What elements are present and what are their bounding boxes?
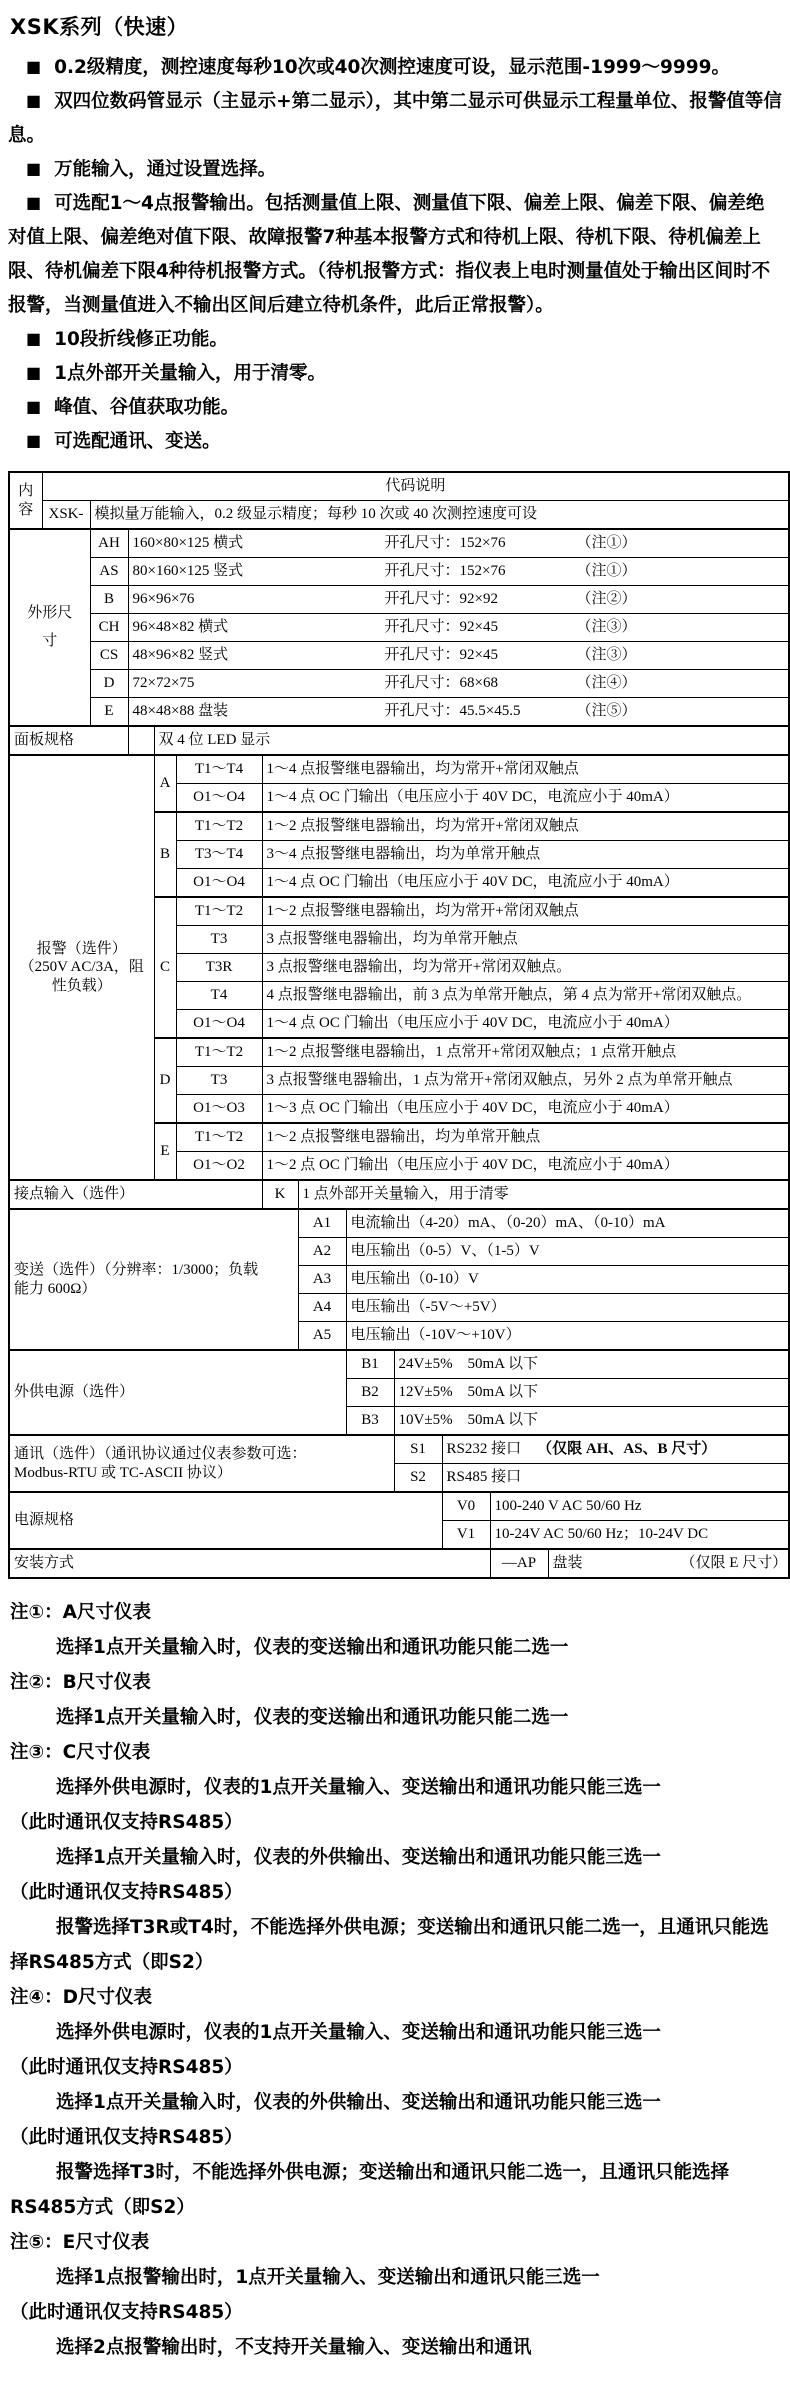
- size-hole: 开孔尺寸：92×92: [384, 591, 498, 608]
- size-dims: 80×160×125 竖式: [132, 563, 244, 580]
- alarm-code-cell: T4: [176, 982, 262, 1010]
- alarm-desc-cell: 1～2 点报警继电器输出，1 点常开+常闭双触点；1 点常开触点: [262, 1038, 789, 1067]
- size-note-ref: （注③）: [576, 647, 637, 664]
- alarm-code-cell: T1～T2: [176, 1038, 262, 1067]
- note-line: （此时通讯仅支持RS485）: [10, 1882, 243, 1904]
- alarm-code-cell: T1～T4: [176, 755, 262, 784]
- size-code-cell: AS: [90, 558, 128, 586]
- alarm-desc-cell: 3 点报警继电器输出，均为常开+常闭双触点。: [262, 954, 789, 982]
- panel-spec-row: [9, 726, 789, 755]
- size-desc-cell: [128, 529, 789, 558]
- ext-power-label-cell: 外供电源（选件）: [9, 1350, 346, 1435]
- transmit-label-line: 变送（选件）（分辨率：1/3000；负载: [14, 1262, 259, 1279]
- transmit-desc-cell: 电压输出（0-10）V: [346, 1266, 789, 1294]
- ext-power-row: [9, 1350, 789, 1379]
- power-spec-code-cell: V1: [442, 1521, 490, 1550]
- size-hole: 开孔尺寸：92×45: [384, 619, 498, 636]
- bullet-icon: ■: [26, 329, 42, 349]
- note-head: 注③：C尺寸仪表: [10, 1742, 151, 1764]
- alarm-group-cell: A: [154, 755, 176, 812]
- alarm-group-cell: C: [154, 897, 176, 1038]
- bullet-icon: ■: [26, 397, 42, 417]
- feature-text: 0.2级精度，测控速度每秒10次或40次测控速度可设，显示范围-1999～9999。: [54, 57, 731, 79]
- power-spec-code-cell: V0: [442, 1492, 490, 1521]
- notes-section: [10, 1595, 780, 2365]
- alarm-code-cell: O1～O4: [176, 869, 262, 898]
- transmit-desc-cell: 电压输出（-10V～+10V）: [346, 1322, 789, 1351]
- alarm-code-cell: O1～O2: [176, 1152, 262, 1181]
- mounting-desc: 盘装: [552, 1555, 583, 1572]
- alarm-desc-cell: 1～4 点 OC 门输出（电压应小于 40V DC，电流应小于 40mA）: [262, 1010, 789, 1039]
- alarm-code-cell: T3: [176, 1067, 262, 1095]
- ext-power-code-cell: B3: [346, 1407, 394, 1436]
- alarm-desc-cell: 3～4 点报警继电器输出，均为单常开触点: [262, 841, 789, 869]
- transmit-desc-cell: 电流输出（4-20）mA、（0-20）mA、（0-10）mA: [346, 1209, 789, 1238]
- transmit-desc-cell: 电压输出（-5V～+5V）: [346, 1294, 789, 1322]
- size-desc-cell: [128, 642, 789, 670]
- alarm-code-cell: O1～O4: [176, 1010, 262, 1039]
- feature-item: [8, 187, 782, 323]
- contact-input-row: [9, 1180, 789, 1209]
- bullet-icon: ■: [26, 431, 42, 451]
- feature-text: 10段折线修正功能。: [54, 329, 228, 351]
- dimension-row: [9, 529, 789, 558]
- alarm-desc-cell: 4 点报警继电器输出，前 3 点为单常开触点，第 4 点为常开+常闭双触点。: [262, 982, 789, 1010]
- note-line: （此时通讯仅支持RS485）: [10, 2057, 243, 2079]
- feature-list: [8, 51, 782, 459]
- note-head: 注②：B尺寸仪表: [10, 1672, 151, 1694]
- panel-desc-cell: 双 4 位 LED 显示: [154, 726, 789, 755]
- alarm-code-cell: T1～T2: [176, 1123, 262, 1152]
- feature-text: 可选配通讯、变送。: [54, 431, 221, 453]
- feature-item: [8, 391, 782, 425]
- note-line: （此时通讯仅支持RS485）: [10, 1812, 243, 1834]
- ext-power-desc-cell: 24V±5% 50mA 以下: [394, 1350, 789, 1379]
- comm-label-cell: [9, 1435, 394, 1492]
- note-head: 注①：A尺寸仪表: [10, 1602, 151, 1624]
- dimension-row: [9, 614, 789, 642]
- alarm-label-line: 报警（选件）: [36, 940, 127, 957]
- feature-item: [8, 51, 782, 85]
- comm-desc-cell: [442, 1435, 789, 1464]
- ext-power-desc-cell: 12V±5% 50mA 以下: [394, 1379, 789, 1407]
- power-spec-row: [9, 1492, 789, 1521]
- size-hole: 开孔尺寸：68×68: [384, 675, 498, 692]
- alarm-code-cell: O1～O3: [176, 1095, 262, 1124]
- ext-power-code-cell: B2: [346, 1379, 394, 1407]
- dimension-row: [9, 558, 789, 586]
- bullet-icon: ■: [26, 57, 42, 77]
- dimensions-label: 外形尺寸: [27, 605, 73, 649]
- size-desc-cell: [128, 586, 789, 614]
- transmit-code-cell: A2: [298, 1238, 346, 1266]
- alarm-desc-cell: 1～2 点报警继电器输出，均为单常开触点: [262, 1123, 789, 1152]
- transmit-code-cell: A1: [298, 1209, 346, 1238]
- alarm-group-cell: D: [154, 1038, 176, 1123]
- size-hole: 开孔尺寸：45.5×45.5: [384, 703, 521, 720]
- comm-desc-cell: [442, 1464, 789, 1493]
- size-desc-cell: [128, 614, 789, 642]
- bullet-icon: ■: [26, 363, 42, 383]
- bullet-icon: ■: [26, 91, 42, 111]
- size-note-ref: （注②）: [576, 591, 637, 608]
- size-dims: 160×80×125 横式: [132, 535, 244, 552]
- note-head: 注⑤：E尺寸仪表: [10, 2232, 150, 2254]
- mounting-row: [9, 1549, 789, 1578]
- ext-power-desc-cell: 10V±5% 50mA 以下: [394, 1407, 789, 1436]
- feature-text: 峰值、谷值获取功能。: [54, 397, 240, 419]
- model-row: [9, 501, 789, 530]
- size-note-ref: （注④）: [576, 675, 637, 692]
- page-title: XSK系列（快速）: [10, 15, 189, 39]
- alarm-desc-cell: 1～4 点报警继电器输出，均为常开+常闭双触点: [262, 755, 789, 784]
- feature-item: [8, 153, 782, 187]
- size-note-ref: （注①）: [576, 563, 637, 580]
- dimension-row: [9, 698, 789, 727]
- alarm-code-cell: T1～T2: [176, 897, 262, 926]
- comm-desc-restriction: （仅限 AH、AS、B 尺寸）: [537, 1441, 717, 1458]
- note-line: （此时通讯仅支持RS485）: [10, 2302, 243, 2324]
- size-note-ref: （注③）: [576, 619, 637, 636]
- note-line: 选择外供电源时，仪表的1点开关量输入、变送输出和通讯功能只能三选一: [56, 2022, 661, 2044]
- dimension-row: [9, 670, 789, 698]
- panel-blank-cell: [128, 726, 154, 755]
- feature-text: 可选配1～4点报警输出。包括测量值上限、测量值下限、偏差上限、偏差下限、偏差绝对值上限、偏差绝对值下限、故障报警7种基本报警方式和待机上限、待机下限、待机偏差上限、待机偏差下限4种待机报警方式。（待机报警方式：指仪表上电时测量值处于输出区间时不报警，当测量值进入不输出区间后建立待机条件，此后正常报警）。: [8, 193, 771, 317]
- size-dims: 96×48×82 横式: [132, 619, 229, 636]
- comm-desc: RS485 接口: [446, 1469, 522, 1486]
- power-spec-desc-cell: 10-24V AC 50/60 Hz；10-24V DC: [490, 1521, 789, 1550]
- mounting-desc-cell: [548, 1549, 789, 1578]
- alarm-row: [9, 755, 789, 784]
- feature-item: [8, 85, 782, 153]
- size-dims: 48×48×88 盘装: [132, 703, 229, 720]
- mounting-restriction: （仅限 E 尺寸）: [680, 1555, 788, 1572]
- note-line: 报警选择T3R或T4时，不能选择外供电源；变送输出和通讯只能二选一，且通讯只能选择RS485方式（即S2）: [10, 1917, 769, 1974]
- alarm-desc-cell: 3 点报警继电器输出，均为单常开触点: [262, 926, 789, 954]
- alarm-group-cell: E: [154, 1123, 176, 1180]
- panel-label-cell: 面板规格: [9, 726, 128, 755]
- alarm-desc-cell: 1～3 点 OC 门输出（电压应小于 40V DC，电流应小于 40mA）: [262, 1095, 789, 1124]
- size-note-ref: （注⑤）: [576, 703, 637, 720]
- power-spec-desc-cell: 100-240 V AC 50/60 Hz: [490, 1492, 789, 1521]
- dimension-row: [9, 642, 789, 670]
- size-desc-cell: [128, 558, 789, 586]
- contact-input-code-cell: K: [262, 1180, 298, 1209]
- alarm-desc-cell: 1～4 点 OC 门输出（电压应小于 40V DC，电流应小于 40mA）: [262, 784, 789, 813]
- comm-desc: RS232 接口: [446, 1441, 522, 1458]
- size-desc-cell: [128, 698, 789, 727]
- contact-input-label-cell: 接点输入（选件）: [9, 1180, 262, 1209]
- alarm-code-cell: T3～T4: [176, 841, 262, 869]
- note-line: 报警选择T3时，不能选择外供电源；变送输出和通讯只能二选一，且通讯只能选择RS485方式（即S2）: [10, 2162, 729, 2219]
- note-line: 选择1点开关量输入时，仪表的外供输出、变送输出和通讯功能只能三选一: [56, 1847, 661, 1869]
- table-header-row: [9, 472, 789, 501]
- comm-code-cell: S2: [394, 1464, 442, 1493]
- size-dims: 48×96×82 竖式: [132, 647, 229, 664]
- feature-text: 万能输入，通过设置选择。: [54, 159, 277, 181]
- alarm-desc-cell: 1～2 点报警继电器输出，均为常开+常闭双触点: [262, 812, 789, 841]
- size-code-cell: CS: [90, 642, 128, 670]
- transmit-code-cell: A3: [298, 1266, 346, 1294]
- note-line: （此时通讯仅支持RS485）: [10, 2127, 243, 2149]
- alarm-group-cell: B: [154, 812, 176, 897]
- contact-input-desc-cell: 1 点外部开关量输入，用于清零: [298, 1180, 789, 1209]
- size-hole: 开孔尺寸：152×76: [384, 535, 506, 552]
- comm-code-cell: S1: [394, 1435, 442, 1464]
- note-line: 选择1点开关量输入时，仪表的变送输出和通讯功能只能二选一: [56, 1707, 569, 1729]
- transmit-row: [9, 1209, 789, 1238]
- alarm-label-line: （250V AC/3A，阻: [19, 959, 144, 976]
- size-dims: 72×72×75: [132, 675, 195, 692]
- note-line: 选择1点开关量输入时，仪表的外供输出、变送输出和通讯功能只能三选一: [56, 2092, 661, 2114]
- transmit-label-cell: [9, 1209, 298, 1350]
- note-line: 选择1点报警输出时，1点开关量输入、变送输出和通讯只能三选一: [56, 2267, 600, 2289]
- size-hole: 开孔尺寸：152×76: [384, 563, 506, 580]
- ordering-code-table: [8, 471, 790, 1579]
- code-description-header: 代码说明: [42, 472, 789, 501]
- dimension-row: [9, 586, 789, 614]
- size-code-cell: B: [90, 586, 128, 614]
- size-code-cell: CH: [90, 614, 128, 642]
- size-code-cell: AH: [90, 529, 128, 558]
- size-note-ref: （注①）: [576, 535, 637, 552]
- alarm-code-cell: T3: [176, 926, 262, 954]
- transmit-label-line: 能力 600Ω）: [14, 1280, 97, 1297]
- alarm-desc-cell: 3 点报警继电器输出，1 点为常开+常闭双触点，另外 2 点为单常开触点: [262, 1067, 789, 1095]
- dimensions-label-cell: [9, 529, 90, 726]
- alarm-desc-cell: 1～4 点 OC 门输出（电压应小于 40V DC，电流应小于 40mA）: [262, 869, 789, 898]
- note-line: 选择外供电源时，仪表的1点开关量输入、变送输出和通讯功能只能三选一: [56, 1777, 661, 1799]
- note-head: 注④：D尺寸仪表: [10, 1987, 153, 2009]
- alarm-label-cell: [9, 755, 154, 1180]
- alarm-desc-cell: 1～2 点 OC 门输出（电压应小于 40V DC，电流应小于 40mA）: [262, 1152, 789, 1181]
- power-spec-label-cell: 电源规格: [9, 1492, 442, 1549]
- alarm-label-line: 性负载）: [51, 978, 112, 995]
- feature-text: 1点外部开关量输入，用于清零。: [54, 363, 326, 385]
- model-desc-cell: 模拟量万能输入，0.2 级显示精度；每秒 10 次或 40 次测控速度可设: [90, 501, 789, 530]
- comm-label-line: Modbus-RTU 或 TC-ASCII 协议）: [14, 1464, 232, 1481]
- transmit-code-cell: A5: [298, 1322, 346, 1351]
- transmit-code-cell: A4: [298, 1294, 346, 1322]
- size-hole: 开孔尺寸：92×45: [384, 647, 498, 664]
- mounting-label-cell: 安装方式: [9, 1549, 490, 1578]
- feature-item: [8, 323, 782, 357]
- size-code-cell: E: [90, 698, 128, 727]
- size-desc-cell: [128, 670, 789, 698]
- note-line: 选择2点报警输出时，不支持开关量输入、变送输出和通讯: [56, 2337, 532, 2359]
- feature-text: 双四位数码管显示（主显示+第二显示），其中第二显示可供显示工程量单位、报警值等信息。: [8, 91, 782, 147]
- size-code-cell: D: [90, 670, 128, 698]
- bullet-icon: ■: [26, 159, 42, 179]
- size-dims: 96×96×76: [132, 591, 195, 608]
- alarm-code-cell: O1～O4: [176, 784, 262, 813]
- content-label-cell: 内容: [9, 472, 42, 529]
- bullet-icon: ■: [26, 193, 42, 213]
- ext-power-code-cell: B1: [346, 1350, 394, 1379]
- note-line: 选择1点开关量输入时，仪表的变送输出和通讯功能只能二选一: [56, 1637, 569, 1659]
- feature-item: [8, 357, 782, 391]
- transmit-desc-cell: 电压输出（0-5）V、（1-5）V: [346, 1238, 789, 1266]
- comm-row: [9, 1435, 789, 1464]
- model-code-cell: XSK-: [42, 501, 90, 530]
- alarm-desc-cell: 1～2 点报警继电器输出，均为常开+常闭双触点: [262, 897, 789, 926]
- alarm-code-cell: T3R: [176, 954, 262, 982]
- comm-label-line: 通讯（选件）（通讯协议通过仪表参数可选：: [14, 1446, 307, 1463]
- alarm-code-cell: T1～T2: [176, 812, 262, 841]
- mounting-code-cell: —AP: [490, 1549, 548, 1578]
- feature-item: [8, 425, 782, 459]
